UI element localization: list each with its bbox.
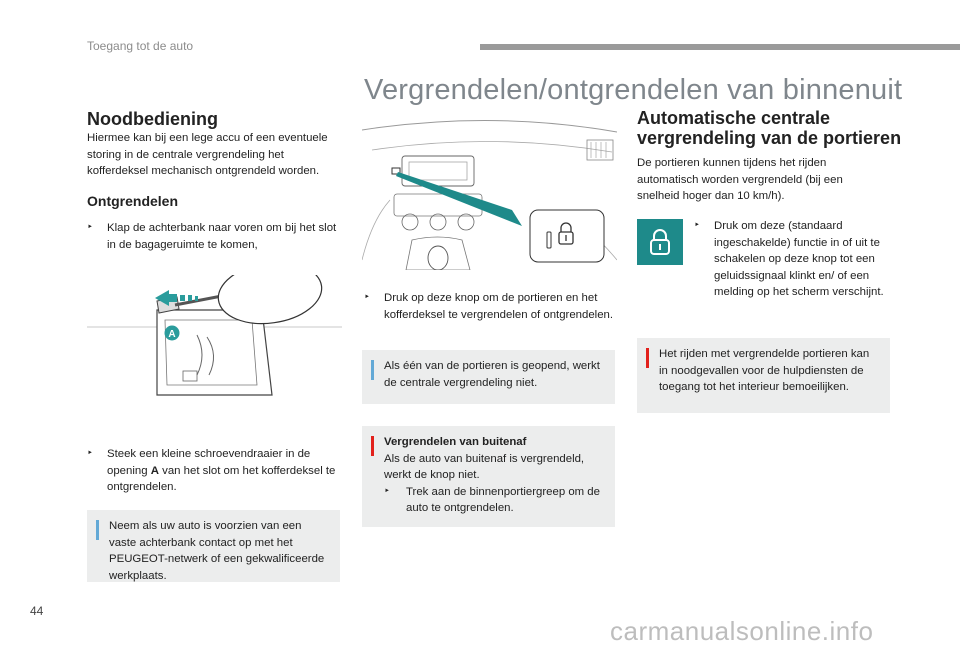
warn-box-step-text: Trek aan de binnenportiergreep om de auto te ontgrendelen.	[406, 485, 600, 514]
warn-box-locked-driving	[637, 338, 890, 413]
warn-box-outside-lock-title: Vergrendelen van buitenaf	[384, 436, 527, 448]
page-title: Vergrendelen/ontgrendelen van binnenuit	[364, 74, 903, 106]
arrow-bullet-icon: ‣	[87, 222, 93, 233]
info-box-door-open-text: Als één van de portieren is geopend, werkt de centrale vergrendeling niet.	[384, 360, 600, 389]
step-fold-seat-text: Klap de achterbank naar voren om bij het slot in de bagageruimte te komen,	[107, 222, 337, 251]
illustration-label-a: A	[168, 329, 176, 340]
step-press-button	[364, 290, 614, 323]
warning-flag-icon	[371, 436, 374, 456]
info-flag-icon	[96, 520, 99, 540]
noodbediening-title: Noodbediening	[87, 109, 218, 129]
step-fold-seat	[87, 220, 345, 253]
arrow-bullet-icon: ‣	[384, 485, 390, 497]
noodbediening-intro: Hiermee kan bij een lege accu of een eventuele storing in de centrale vergrendeling het kofferdeksel mechanisch ontgrendeld worden.	[87, 132, 328, 177]
step-screwdriver-text-b: A	[150, 464, 159, 477]
step-toggle-auto-lock-text: Druk om deze (standaard ingeschakelde) functie in of uit te schakelen op deze knop tot een geluidssignaal klinkt en/ of een melding op het scherm verschijnt.	[714, 220, 884, 298]
warn-box-outside-lock-text: Als de auto van buitenaf is vergrendeld, werkt de knop niet.	[384, 452, 585, 481]
page-number: 44	[30, 604, 44, 618]
arrow-bullet-icon: ‣	[364, 292, 370, 303]
auto-lock-intro: De portieren kunnen tijdens het rijden automatisch worden vergrendeld (bij een snelheid hoger dan 10 km/h).	[637, 157, 843, 202]
section-title: Toegang tot de auto	[87, 39, 194, 53]
watermark: carmanualsonline.info	[610, 616, 874, 646]
warning-flag-icon	[646, 348, 649, 368]
auto-lock-title-line1: Automatische centrale	[637, 108, 831, 128]
info-flag-icon	[371, 360, 374, 380]
step-screwdriver-text-c: van het slot om het kofferdeksel te ontgrendelen.	[107, 464, 336, 493]
step-toggle-auto-lock	[694, 218, 884, 301]
info-box-door-open	[362, 350, 615, 404]
auto-lock-title-line2: vergrendeling van de portieren	[637, 128, 902, 148]
step-press-button-text: Druk op deze knop om de portieren en het kofferdeksel te vergrendelen of ontgrendelen.	[384, 292, 614, 321]
step-screwdriver	[87, 446, 345, 496]
warn-box-locked-driving-text: Het rijden met vergrendelde portieren kan in noodgevallen voor de hulpdiensten de toegang tot het interieur bemoeilijken.	[659, 348, 870, 393]
arrow-bullet-icon: ‣	[87, 448, 93, 459]
info-box-fixed-seat-text: Neem als uw auto is voorzien van een vaste achterbank contact op met het PEUGEOT-netwerk of een gekwalificeerde werkplaats.	[109, 520, 325, 582]
dashboard-illustration	[362, 110, 617, 270]
header-bar	[480, 44, 960, 50]
ontgrendelen-subtitle: Ontgrendelen	[87, 193, 179, 209]
warn-box-step	[384, 484, 605, 517]
info-box-fixed-seat	[87, 510, 340, 582]
auto-lock-title	[637, 108, 901, 148]
lock-icon	[637, 219, 683, 265]
arrow-bullet-icon: ‣	[694, 220, 700, 231]
step-screwdriver-text-a: Steek een kleine schroevendraaier in de opening	[107, 448, 311, 477]
trunk-lock-illustration	[87, 275, 342, 400]
warn-box-outside-lock	[362, 426, 615, 527]
